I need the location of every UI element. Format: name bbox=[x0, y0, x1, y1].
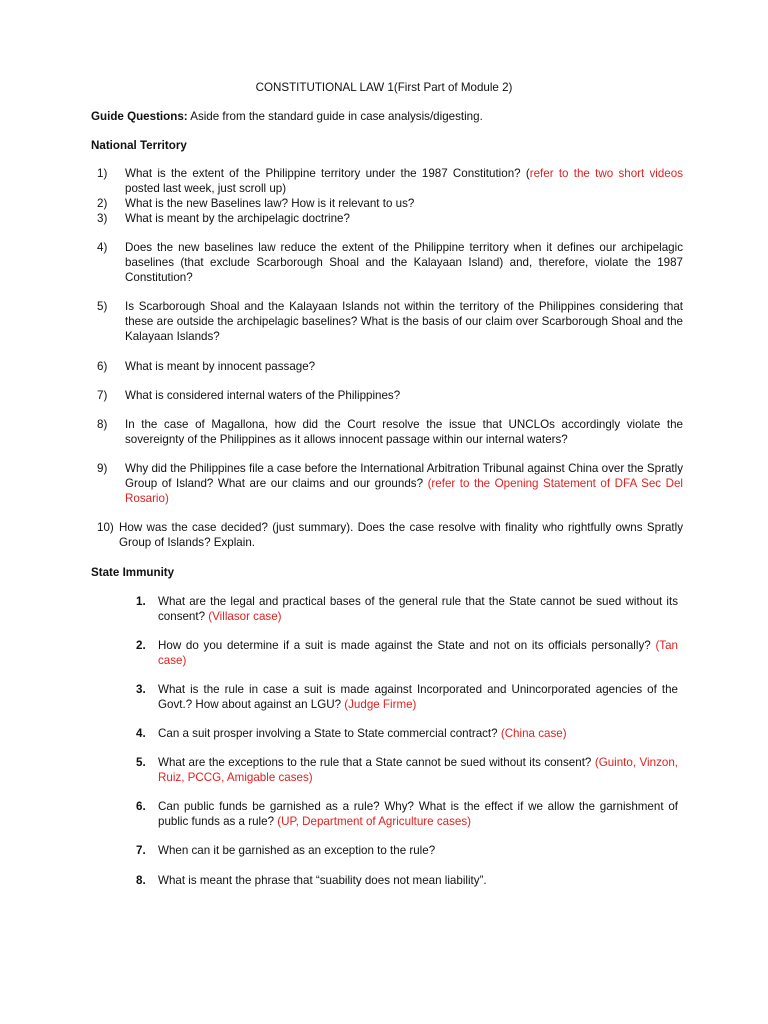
guide-text: Aside from the standard guide in case analysis/digesting. bbox=[187, 110, 483, 123]
document-page: CONSTITUTIONAL LAW 1(First Part of Module 2) Guide Questions: Aside from the standard guide in case analysis/digesting. National Territory 1) What is the extent of the Philippine territory under the 1987 Constitution? (refer to the two short videos posted last week, just scroll up) 2) What is the new Baselines law? How is it relevant to us? 3) What is meant by the archipelagic doctrine? 4) Does the new baselines law reduce the extent of the Philippine territory when it defines our archipelagic baselines (that exclude Scarborough Shoal and the Kalayaan Island) and, therefore, violate the 1987 Constitution? 5) Is Scarborough Shoal and the Kalayaan Islands not within the territory of the Philippines considering that these are outside the archipelagic baselines? What is the basis of our claim over Scarborough Shoal and the Kalayaan Islands? 6) What is meant by innocent passage? 7) What is considered internal waters of the Philippines? 8) In the case of Magallona, how did the Court resolve the issue that UNCLOs accordingly violate the sovereignty of the Philippines as it allows innocent passage within our internal waters? 9) Why did the Philippines file a case before the International Arbitration Tribunal against China over the Spratly Group of Island? What are our claims and our grounds? (refer to the Opening Statement of DFA Sec Del Rosario) 10) How was the case decided? (just summary). Does the case resolve with finality who rightfully owns Spratly Group of Islands? Explain. State Immunity 1. What are the legal and practical bases of the general rule that the State cannot be sued without its consent? (Villasor case) 2. How do you determine if a suit is made against the State and not on its officials personally? (Tan case) 3. What is the rule in case a suit is made against Incorporated and Unincorporated agencies of the Govt.? How about against an LGU? (Judge Firme) 4. Can a suit prosper involving a State to State commercial contract? (China case) 5. What are the exceptions to the rule that a State cannot be sued without its consent? (Guinto, Vinzon, Ruiz, PCCG, Amigable cases) 6. Can public funds be garnished as a rule? Why? What is the effect if we allow the garnishment of public funds as a rule? (UP, Department of Agriculture cases) 7. When can it be garnished as an exception to the rule? 8. What is meant the phrase that “suability does not mean liability”. bbox=[0, 0, 768, 1024]
title-sub: (First Part of Module 2) bbox=[393, 81, 513, 94]
heading-national-territory: National Territory bbox=[91, 139, 187, 152]
guide-label: Guide Questions: bbox=[91, 110, 188, 123]
question-number: 1) bbox=[97, 167, 108, 180]
question-text: What is the extent of the Philippine territory under the 1987 Constitution? (refer to the two short videos posted last week, just scroll up) bbox=[125, 167, 684, 195]
guide-questions bbox=[91, 109, 483, 124]
document-title bbox=[0, 80, 768, 95]
title-main: CONSTITUTIONAL LAW 1 bbox=[255, 81, 394, 94]
heading-state-immunity: State Immunity bbox=[91, 566, 175, 579]
